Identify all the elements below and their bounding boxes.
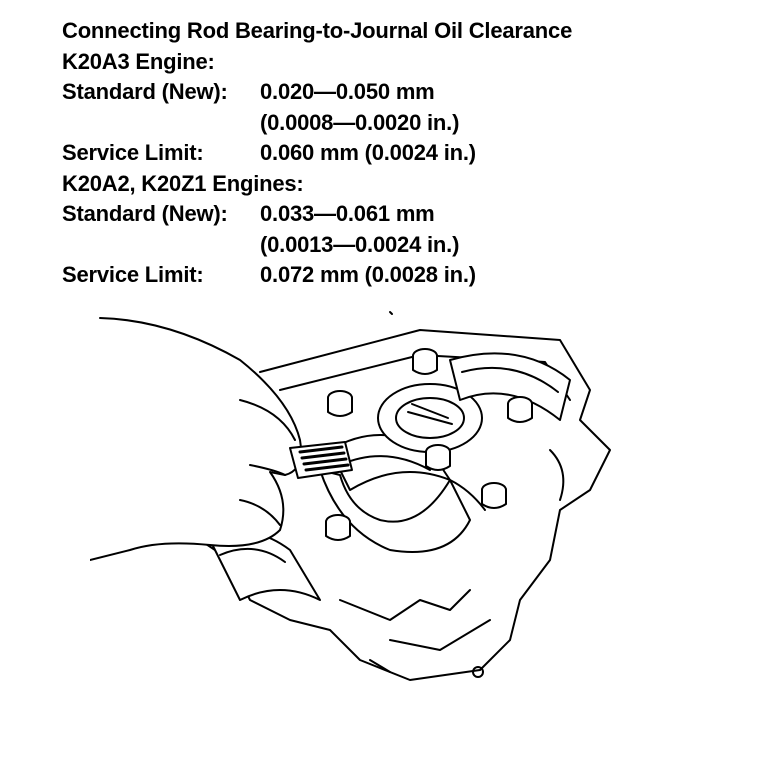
standard-label: Standard (New): — [62, 201, 228, 226]
service-limit-value: 0.060 mm (0.0024 in.) — [260, 140, 476, 165]
standard-row-k20a3 — [62, 77, 572, 108]
standard-inch-row-k20a3 — [62, 108, 572, 139]
engine-heading-k20a2-k20z1: K20A2, K20Z1 Engines: — [62, 170, 304, 196]
spec-title: Connecting Rod Bearing-to-Journal Oil Clearance — [62, 18, 573, 43]
engine-heading-k20a3: K20A3 Engine: — [62, 48, 215, 74]
limit-row-k20a3 — [62, 138, 572, 169]
service-limit-label: Service Limit: — [62, 262, 204, 287]
standard-mm-value: 0.033—0.061 mm — [260, 201, 435, 226]
standard-row-k20a2 — [62, 199, 572, 230]
service-limit-label: Service Limit: — [62, 140, 204, 165]
service-limit-value: 0.072 mm (0.0028 in.) — [260, 262, 476, 287]
standard-label: Standard (New): — [62, 79, 228, 104]
crankshaft-plastigage-illustration — [90, 300, 710, 700]
hand-with-plastigage — [90, 318, 301, 560]
standard-inch-row-k20a2 — [62, 230, 572, 261]
limit-row-k20a2 — [62, 260, 572, 291]
standard-inch-value: (0.0013—0.0024 in.) — [260, 231, 460, 257]
spec-block — [62, 16, 572, 291]
standard-inch-value: (0.0008—0.0020 in.) — [260, 109, 460, 135]
standard-mm-value: 0.020—0.050 mm — [260, 79, 435, 104]
